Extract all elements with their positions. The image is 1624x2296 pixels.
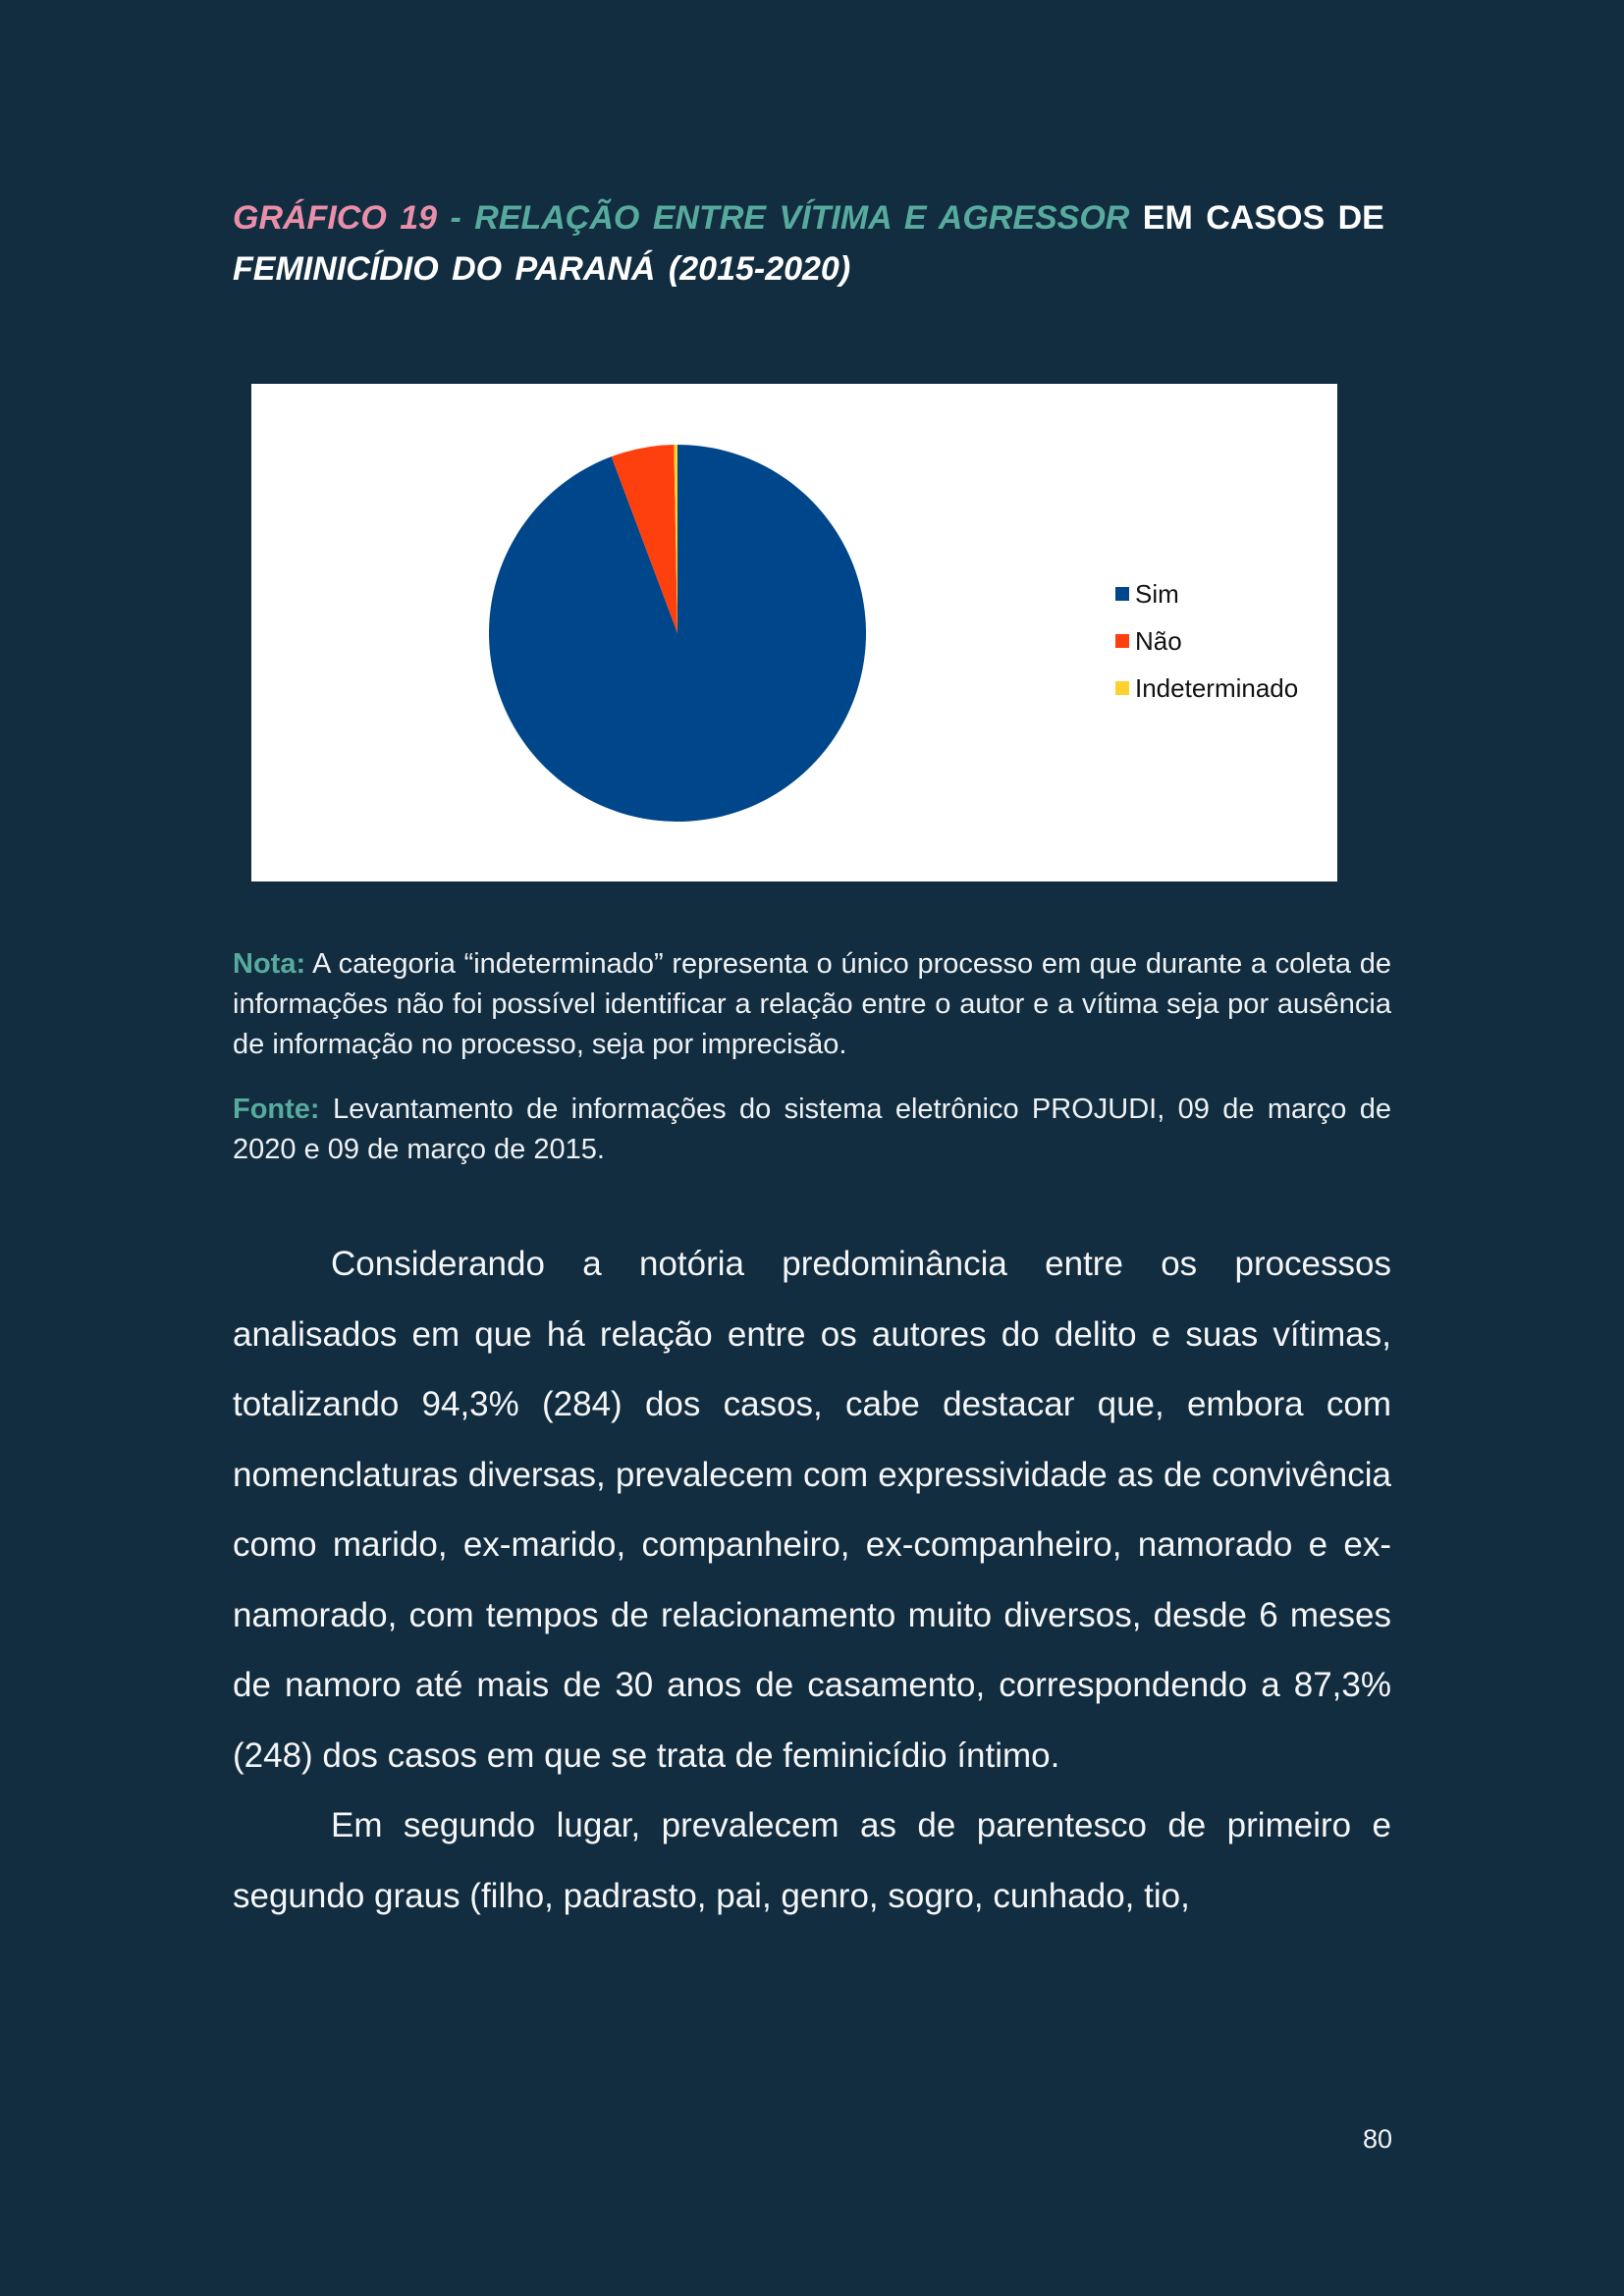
legend-item [1115,617,1298,665]
body-text [233,1229,1391,1931]
pie-chart [251,384,1337,881]
paragraph: Considerando a notória predominância entre os processos analisados em que há relação entre os autores do delito e suas vítimas, totalizando 94,3% (284) dos casos, cabe destacar que, embora com nomenclaturas diversas, prevalecem com expressividade as de convivência como marido, ex-marido, companheiro, ex-companheiro, namorado e ex-namorado, com tempos de relacionamento muito diversos, desde 6 meses de namoro até mais de 30 anos de casamento, correspondendo a 87,3% (248) dos casos em que se trata de feminicídio íntimo. [233,1245,1391,1775]
page-number: 80 [1362,2124,1392,2154]
source-label: Fonte: [233,1094,320,1125]
title-highlight: RELAÇÃO ENTRE VÍTIMA E AGRESSOR [474,199,1130,237]
title-second-line: FEMINICÍDIO DO PARANÁ (2015-2020) [233,250,851,288]
legend-swatch [1115,587,1129,601]
chart-legend [1115,570,1298,712]
legend-label: Não [1135,625,1182,656]
chart-source [233,1090,1391,1170]
note-label: Nota: [233,948,306,980]
figure-title [233,192,1391,294]
figure-number: GRÁFICO 19 [233,199,438,237]
legend-label: Indeterminado [1135,672,1299,703]
note-text: A categoria “indeterminado” representa o único processo em que durante a coleta de informações não foi possível identificar a relação entre o autor e a vítima seja por ausência de informação no processo, seja por imprecisão. [233,948,1391,1060]
pie-slice-sim [489,445,866,822]
source-text: Levantamento de informações do sistema eletrônico PROJUDI, 09 de março de 2020 e 09 de março de 2015. [233,1094,1391,1165]
legend-item [1115,665,1298,712]
title-continuation: EM CASOS DE [1129,199,1384,237]
paragraph: Em segundo lugar, prevalecem as de parentesco de primeiro e segundo graus (filho, padrasto, pai, genro, sogro, cunhado, tio, [233,1806,1391,1915]
legend-label: Sim [1135,578,1179,609]
legend-swatch [1115,634,1129,648]
legend-item [1115,570,1298,617]
chart-note [233,944,1391,1065]
title-separator: - [437,199,475,237]
legend-swatch [1115,681,1129,695]
